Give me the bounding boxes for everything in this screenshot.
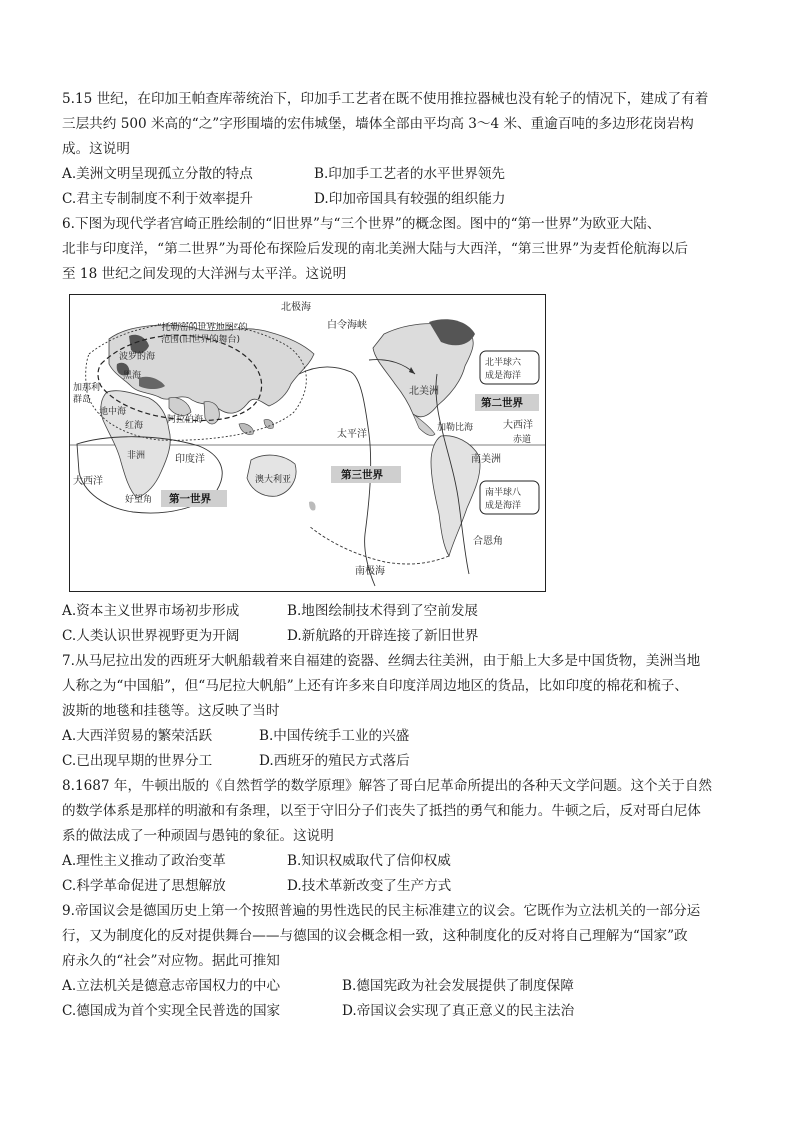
question-9-line-2: 行，又为制度化的反对提供舞台——与德国的议会概念相一致，这种制度化的反对将自己理解为“国家”政 [62, 928, 688, 944]
label-arabian-sea: 阿拉伯海 [167, 415, 204, 425]
question-9-line-1: 9.帝国议会是德国历史上第一个按照普遍的男性选民的民主标准建立的议会。它既作为立法机关的一部分运 [62, 903, 701, 919]
question-8-line-2: 的数学体系是那样的明澈和有条理，以至于守旧分子们丧失了抵挡的勇气和能力。牛顿之后，反对哥白尼体 [62, 803, 701, 819]
label-ptolemy-1: “托勒密的世界地图”的 [157, 323, 248, 333]
option-9c[interactable]: C.德国成为首个实现全民普选的国家 [62, 1003, 281, 1019]
option-7d[interactable]: D.西班牙的殖民方式落后 [259, 753, 410, 769]
label-caribbean: 加勒比海 [437, 423, 474, 433]
option-6d[interactable]: D.新航路的开辟连接了新旧世界 [287, 628, 479, 644]
three-worlds-map [69, 294, 546, 592]
question-6-line-3: 至 18 世纪之间发现的大洋洲与太平洋。这说明 [62, 266, 347, 282]
label-south-polar-sea: 南极海 [355, 566, 385, 577]
question-7-line-2: 人称之为“中国船”，但“马尼拉大帆船”上还有许多来自印度洋周边地区的货品，比如印度的棉花和梳子、 [62, 678, 688, 694]
label-sh-2: 成是海洋 [485, 501, 522, 511]
label-atlantic-left: 大西洋 [73, 476, 103, 487]
question-5-stem [62, 87, 734, 162]
question-7-line-3: 波斯的地毯和挂毯等。这反映了当时 [62, 703, 280, 719]
question-5-line-1: 5.15 世纪，在印加王帕查库蒂统治下，印加手工艺者在既不使用推拉器械也没有轮子的情况下，建成了有着 [62, 91, 709, 107]
option-8a[interactable]: A.理性主义推动了政治变革 [62, 853, 226, 869]
label-indian-ocean: 印度洋 [175, 454, 205, 465]
label-black-sea: 黑海 [123, 371, 142, 381]
option-5a[interactable]: A.美洲文明呈现孤立分散的特点 [62, 166, 253, 182]
question-8-stem [62, 774, 734, 849]
label-atlantic-right: 大西洋 [503, 420, 533, 431]
map-svg [69, 294, 546, 592]
option-5d[interactable]: D.印加帝国具有较强的组织能力 [314, 191, 506, 207]
option-7c[interactable]: C.已出现早期的世界分工 [62, 753, 213, 769]
option-9a[interactable]: A.立法机关是德意志帝国权力的中心 [62, 978, 281, 994]
question-8-line-1: 8.1687 年，牛顿出版的《自然哲学的数学原理》解答了哥白尼革命所提出的各种天文学问题。这个关于自然 [62, 778, 713, 794]
label-baltic: 波罗的海 [119, 352, 156, 362]
option-9b[interactable]: B.德国宪政为社会发展提供了制度保障 [342, 978, 574, 994]
option-7a[interactable]: A.大西洋贸易的繁荣活跃 [62, 728, 213, 744]
question-5-line-3: 成。这说明 [62, 141, 130, 157]
option-9d[interactable]: D.帝国议会实现了真正意义的民主法治 [342, 1003, 575, 1019]
label-second-world: 第二世界 [481, 397, 523, 409]
label-nh-1: 北半球六 [485, 358, 522, 368]
label-sh-1: 南半球八 [485, 488, 522, 498]
label-cape-horn: 合恩角 [473, 536, 503, 547]
label-nh-2: 成是海洋 [485, 371, 522, 381]
label-pacific: 太平洋 [337, 429, 367, 440]
label-north-polar-sea: 北极海 [281, 302, 311, 313]
question-5-line-2: 三层共约 500 米高的“之”字形围墙的宏伟城堡，墙体全部由平均高 3～4 米、重逾百吨的多边形花岗岩构 [62, 116, 694, 132]
label-bering: 白令海峡 [327, 320, 367, 331]
option-7b[interactable]: B.中国传统手工业的兴盛 [259, 728, 410, 744]
label-equator: 赤道 [513, 435, 532, 445]
label-south-america: 南美洲 [471, 454, 501, 465]
option-6b[interactable]: B.地图绘制技术得到了空前发展 [287, 603, 479, 619]
option-8d[interactable]: D.技术革新改变了生产方式 [287, 878, 452, 894]
question-8-line-3: 系的做法成了一种顽固与愚钝的象征。这说明 [62, 828, 334, 844]
question-6-line-1: 6.下图为现代学者宫崎正胜绘制的“旧世界”与“三个世界”的概念图。图中的“第一世界”为欧亚大陆、 [62, 216, 661, 232]
option-8b[interactable]: B.知识权威取代了信仰权威 [287, 853, 451, 869]
label-canary-1: 加那利 [73, 383, 101, 393]
label-africa: 非洲 [127, 451, 146, 461]
question-9-stem [62, 899, 734, 974]
option-6a[interactable]: A.资本主义世界市场初步形成 [62, 603, 240, 619]
question-7-line-1: 7.从马尼拉出发的西班牙大帆船载着来自福建的瓷器、丝绸去往美洲，由于船上大多是中国货物，美洲当地 [62, 653, 701, 669]
label-third-world: 第三世界 [341, 469, 383, 481]
label-australia: 澳大利亚 [255, 475, 292, 485]
question-6-line-2: 北非与印度洋，“第二世界”为哥伦布探险后发现的南北美洲大陆与大西洋，“第三世界”为麦哲伦航海以后 [62, 241, 688, 257]
question-6-stem [62, 212, 734, 287]
label-mediterranean: 地中海 [99, 407, 127, 417]
label-canary-2: 群岛 [73, 395, 92, 405]
question-7-stem [62, 649, 734, 724]
label-red-sea: 红海 [125, 421, 144, 431]
option-6c[interactable]: C.人类认识世界视野更为开阔 [62, 628, 240, 644]
label-north-america: 北美洲 [409, 386, 439, 397]
option-5c[interactable]: C.君主专制制度不利于效率提升 [62, 191, 253, 207]
label-first-world: 第一世界 [169, 493, 211, 505]
option-8c[interactable]: C.科学革命促进了思想解放 [62, 878, 226, 894]
question-9-line-3: 府永久的“社会”对应物。据此可推知 [62, 953, 280, 969]
option-5b[interactable]: B.印加手工艺者的水平世界领先 [314, 166, 506, 182]
label-ptolemy-2: 范围(旧世界的舞台) [161, 335, 241, 345]
label-good-hope: 好望角 [125, 495, 153, 505]
